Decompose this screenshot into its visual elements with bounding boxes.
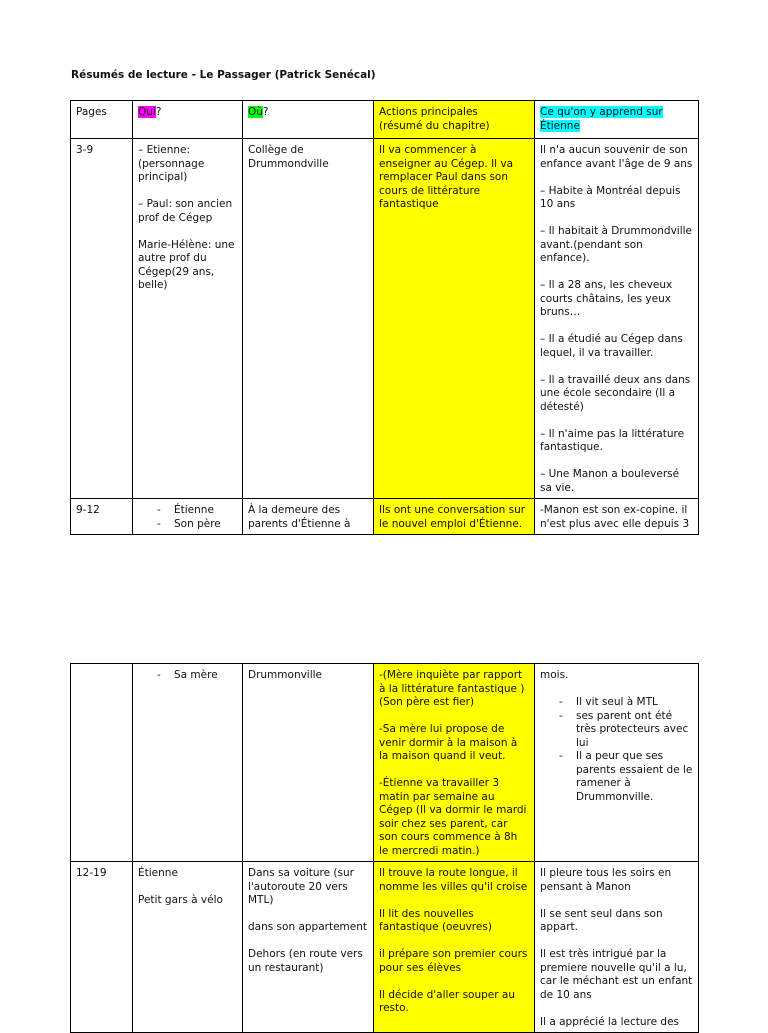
summary-table-page-1 bbox=[70, 100, 699, 535]
table-row bbox=[71, 664, 699, 862]
header-ou-label: Où bbox=[248, 106, 263, 118]
header-actions: Actions principales (résumé du chapitre) bbox=[374, 101, 535, 139]
cell-ou: Collège de Drummondville bbox=[243, 139, 374, 499]
cell-qui: – Etienne: (personnage principal) – Paul: son ancien prof de Cégep Marie-Hélène: une autre prof du Cégep(29 ans, belle) bbox=[133, 139, 243, 499]
table-row bbox=[71, 499, 699, 535]
qui-list: - Étienne - Son père bbox=[138, 504, 237, 531]
document-title: Résumés de lecture - Le Passager (Patrick Senécal) bbox=[71, 69, 376, 81]
table-row bbox=[71, 862, 699, 1033]
qui-list: - Sa mère bbox=[138, 669, 237, 683]
cell-ou: Drummonville bbox=[243, 664, 374, 862]
header-ou: Où? bbox=[243, 101, 374, 139]
summary-table-page-2 bbox=[70, 663, 699, 1033]
header-qui: Qui? bbox=[133, 101, 243, 139]
cell-apprend: -Manon est son ex-copine. il n'est plus avec elle depuis 3 bbox=[535, 499, 699, 535]
cell-apprend: mois. - Il vit seul à MTL - ses parent ont été très protecteurs avec lui - Il a peur que ses parents essaient de le ramener à Drummonville. bbox=[535, 664, 699, 862]
apprend-list: - Il vit seul à MTL - ses parent ont été très protecteurs avec lui - Il a peur que ses parents essaient de le ramener à Drummonville. bbox=[540, 696, 693, 804]
header-pages: Pages bbox=[71, 101, 133, 139]
cell-qui bbox=[133, 499, 243, 535]
table-header-row bbox=[71, 101, 699, 139]
header-apprend bbox=[535, 101, 699, 139]
header-qui-label: Qui bbox=[138, 106, 156, 118]
cell-pages: 9-12 bbox=[71, 499, 133, 535]
cell-pages: 12-19 bbox=[71, 862, 133, 1033]
cell-apprend: Il n'a aucun souvenir de son enfance avant l'âge de 9 ans – Habite à Montréal depuis 10 ans – Il habitait à Drummondville avant.(pendant son enfance). – Il a 28 ans, les cheveux courts châtains, les yeux bruns… – Il a étudié au Cégep dans lequel, il va travailler. – Il a travaillé deux ans dans une école secondaire (Il a détesté) – Il n'aime pas la littérature fantastique. – Une Manon a bouleversé sa vie. bbox=[535, 139, 699, 499]
cell-ou: Dans sa voiture (sur l'autoroute 20 vers MTL) dans son appartement Dehors (en route vers un restaurant) bbox=[243, 862, 374, 1033]
cell-actions: Il trouve la route longue, il nomme les villes qu'il croise Il lit des nouvelles fantastique (oeuvres) il prépare son premier cours pour ses élèves Il décide d'aller souper au resto. bbox=[374, 862, 535, 1033]
cell-actions: Ils ont une conversation sur le nouvel emploi d'Étienne. bbox=[374, 499, 535, 535]
cell-ou: À la demeure des parents d'Étienne à bbox=[243, 499, 374, 535]
cell-actions: -(Mère inquiète par rapport à la littérature fantastique ) (Son père est fier) -Sa mère lui propose de venir dormir à la maison à la maison quand il veut. -Étienne va travailler 3 matin par semaine au Cégep (Il va dormir le mardi soir chez ses parent, car son cours commence à 8h le mercredi matin.) bbox=[374, 664, 535, 862]
cell-qui bbox=[133, 664, 243, 862]
cell-qui: Étienne Petit gars à vélo bbox=[133, 862, 243, 1033]
header-apprend-label: Ce qu'on y apprend sur Étienne bbox=[540, 106, 663, 132]
cell-actions: Il va commencer à enseigner au Cégep. Il va remplacer Paul dans son cours de littérature fantastique bbox=[374, 139, 535, 499]
cell-pages: 3-9 bbox=[71, 139, 133, 499]
cell-apprend: Il pleure tous les soirs en pensant à Manon Il se sent seul dans son appart. Il est très intrigué par la premiere nouvelle qu'il a lu, car le méchant est un enfant de 10 ans Il a apprécié la lecture des bbox=[535, 862, 699, 1033]
cell-pages bbox=[71, 664, 133, 862]
table-row bbox=[71, 139, 699, 499]
